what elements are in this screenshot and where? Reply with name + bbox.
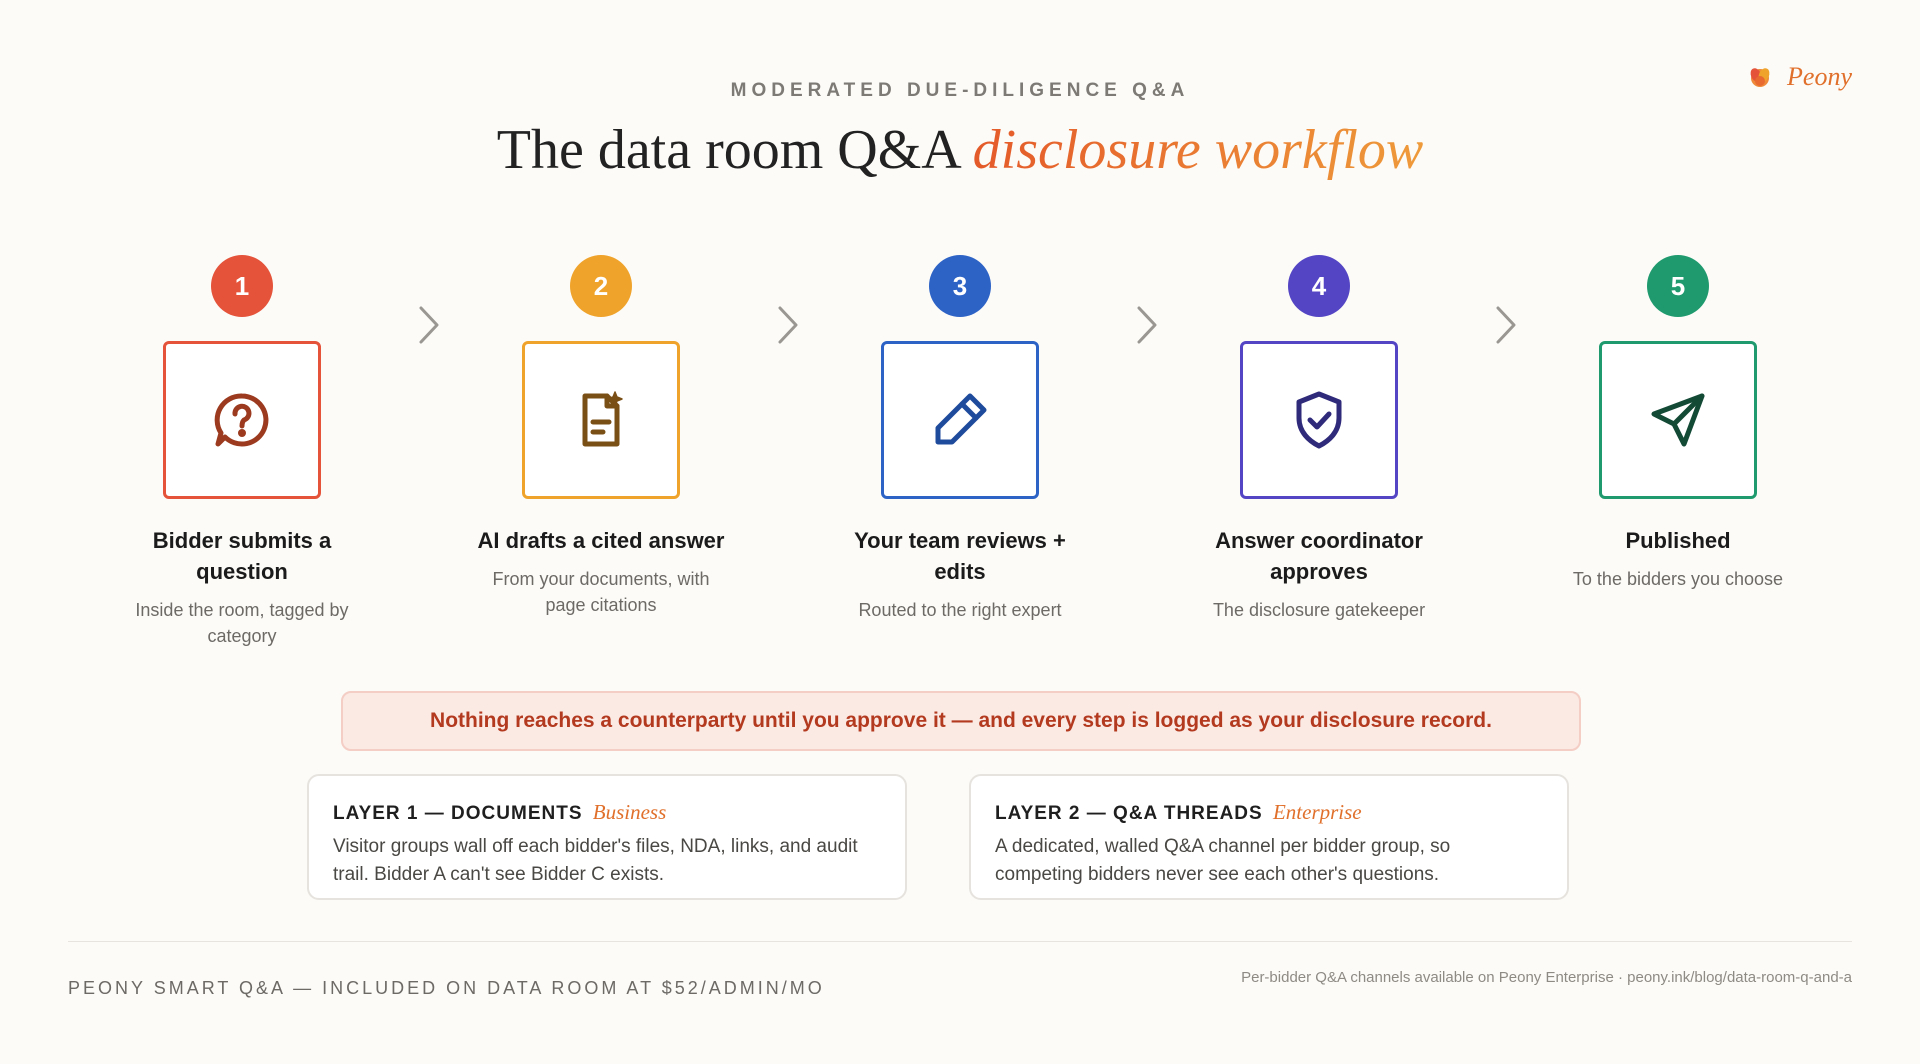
step-4 [1169, 255, 1469, 623]
step-description: To the bidders you choose [1572, 569, 1784, 589]
step-description: From your documents, with page citations [492, 569, 710, 615]
layer-card-documents [307, 774, 907, 900]
layer-body: A dedicated, walled Q&A channel per bidder group, so competing bidders never see each other's questions. [995, 836, 1451, 885]
chevron-right-icon [773, 300, 803, 350]
step-2 [451, 255, 751, 618]
footer-divider [68, 941, 1852, 942]
step-title: AI drafts a cited answer [477, 528, 725, 553]
step-1 [92, 255, 392, 649]
step-description: The disclosure gatekeeper [1212, 600, 1426, 620]
layer-body: Visitor groups wall off each bidder's files, NDA, links, and audit trail. Bidder A can't see Bidder C exists. [333, 836, 858, 885]
layer-heading [333, 800, 881, 825]
pencil-icon [928, 388, 992, 452]
layer-card-qa-threads [969, 774, 1569, 900]
chevron-right-icon [414, 300, 444, 350]
step-icon-box [1240, 341, 1398, 499]
workflow-steps [0, 255, 1920, 655]
step-5 [1528, 255, 1828, 592]
chevron-right-icon [1132, 300, 1162, 350]
shield-check-icon [1287, 388, 1351, 452]
step-title: Published [1625, 528, 1731, 553]
step-number-badge: 4 [1288, 255, 1350, 317]
step-description: Routed to the right expert [858, 600, 1062, 620]
question-bubble-icon [210, 388, 274, 452]
step-icon-box [1599, 341, 1757, 499]
step-description: Inside the room, tagged by category [135, 600, 349, 646]
document-spark-icon [569, 388, 633, 452]
step-title: Bidder submits a question [152, 528, 332, 584]
eyebrow: MODERATED DUE-DILIGENCE Q&A [730, 80, 1190, 101]
step-number-badge: 1 [211, 255, 273, 317]
layer-title: LAYER 1 — DOCUMENTS [333, 803, 583, 824]
layer-title: LAYER 2 — Q&A THREADS [995, 803, 1263, 824]
layer-heading [995, 800, 1543, 825]
step-icon-box [881, 341, 1039, 499]
step-icon-box [522, 341, 680, 499]
step-number-badge: 3 [929, 255, 991, 317]
step-icon-box [163, 341, 321, 499]
step-title: Your team reviews + edits [854, 528, 1066, 584]
title-main: The data room Q&A [496, 119, 973, 181]
plan-tag: Enterprise [1272, 800, 1362, 824]
footer-source-link[interactable]: Per-bidder Q&A channels available on Peony Enterprise · peony.ink/blog/data-room-q-and-a [1241, 969, 1852, 986]
step-3 [810, 255, 1110, 623]
approval-notice: Nothing reaches a counterparty until you approve it — and every step is logged as your disclosure record. [341, 691, 1581, 751]
step-title: Answer coordinator approves [1215, 528, 1423, 584]
page-title [0, 118, 1920, 182]
chevron-right-icon [1491, 300, 1521, 350]
brand-name: Peony [1787, 62, 1852, 91]
footer-pricing: PEONY SMART Q&A — INCLUDED ON DATA ROOM AT $52/ADMIN/MO [68, 978, 825, 998]
send-icon [1646, 388, 1710, 452]
step-number-badge: 2 [570, 255, 632, 317]
step-number-badge: 5 [1647, 255, 1709, 317]
title-accent: disclosure workflow [972, 119, 1424, 181]
plan-tag: Business [592, 800, 667, 824]
